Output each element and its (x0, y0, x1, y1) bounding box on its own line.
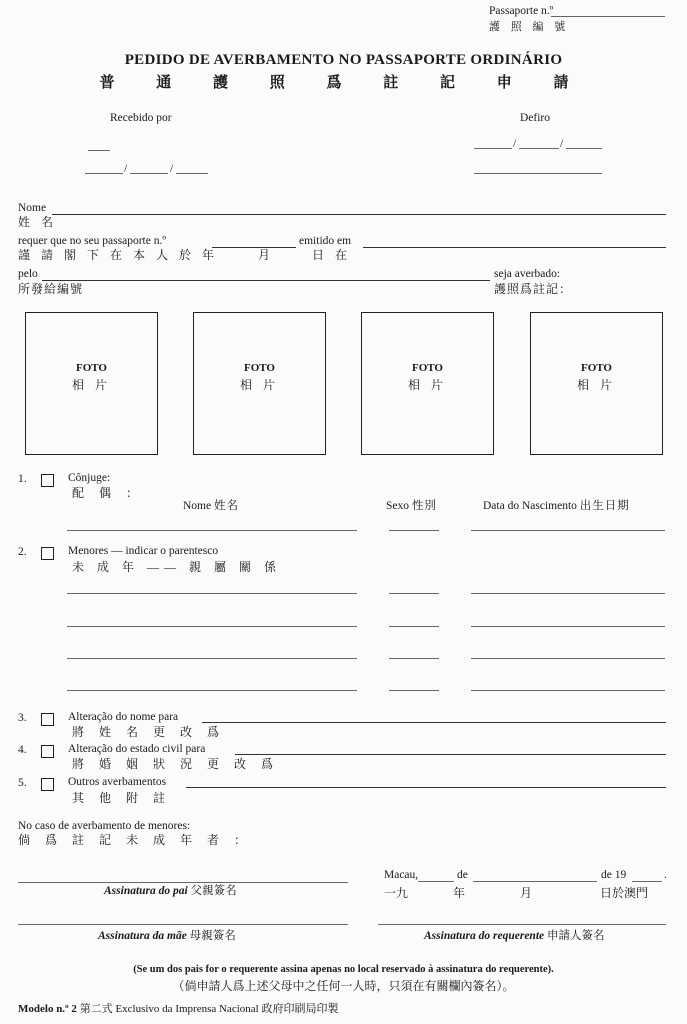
minor-row-2-name[interactable] (67, 626, 357, 627)
model-label: Modelo n.º 2 (18, 1003, 77, 1015)
passport-number-label: Passaporte n.º (489, 5, 554, 17)
photo-box-4[interactable] (530, 312, 663, 455)
mother-signature-field[interactable] (18, 924, 348, 925)
name-change-label: Alteração do nome para (68, 711, 179, 723)
item-number: 1. (18, 473, 27, 485)
de-label: de (457, 869, 468, 881)
other-label-zh: 其 他 附 註 (72, 791, 172, 805)
minor-row-1-sex[interactable] (389, 593, 439, 594)
applicant-signature-text: Assinatura do requerente (424, 930, 545, 942)
model-label-zh: 第二式 (79, 1003, 113, 1015)
date-zh-1919: 一九 (384, 886, 409, 900)
minors-note: No caso de averbamento de menores: (18, 820, 191, 832)
month-label-zh: 月 (258, 248, 275, 262)
macau-label: Macau, (384, 869, 419, 881)
minor-row-1-dob[interactable] (471, 593, 665, 594)
photo-box-3[interactable] (361, 312, 494, 455)
photo-label-zh: 相 片 (239, 378, 279, 392)
by-label: pelo (18, 268, 38, 280)
photo-label-zh: 相 片 (407, 378, 447, 392)
civil-status-field[interactable] (235, 754, 666, 755)
by-field[interactable] (42, 280, 490, 281)
column-name-label-zh: 姓名 (213, 500, 239, 512)
photo-box-2[interactable] (193, 312, 326, 455)
applicant-signature-field[interactable] (378, 924, 666, 925)
recorded-label: seja averbado: (494, 268, 561, 280)
date-day-field[interactable] (418, 881, 454, 882)
minor-row-4-name[interactable] (67, 690, 357, 691)
name-label: Nome (18, 202, 47, 214)
mother-signature-zh: 母親簽名 (189, 930, 236, 942)
civil-status-label: Alteração do estado civil para (68, 743, 206, 755)
passport-number-input[interactable] (212, 247, 296, 248)
minors-label-zh: 未 成 年 —— 親 屬 關 係 (72, 560, 282, 574)
spouse-sex-field[interactable] (389, 530, 439, 531)
granted-date-year[interactable] (566, 148, 602, 149)
passport-number-label-zh: 護 照 編 號 (489, 21, 570, 33)
item-number: 3. (18, 712, 27, 724)
item-number: 4. (18, 744, 27, 756)
spouse-checkbox[interactable] (41, 474, 54, 487)
column-dob (483, 500, 630, 513)
mother-signature-label (98, 930, 236, 943)
father-signature-text: Assinatura do pai (104, 885, 188, 897)
minor-row-3-sex[interactable] (389, 658, 439, 659)
photo-label-zh: 相 片 (576, 378, 616, 392)
issued-label: emitido em (299, 235, 352, 247)
date-separator: / (560, 138, 564, 150)
passport-number-field[interactable] (551, 16, 665, 17)
photo-label-zh: 相 片 (71, 378, 111, 392)
name-field[interactable] (52, 214, 666, 215)
minors-label: Menores — indicar o parentesco (68, 545, 219, 557)
other-field[interactable] (186, 787, 666, 788)
name-change-checkbox[interactable] (41, 713, 54, 726)
granted-date-month[interactable] (519, 148, 559, 149)
minor-row-2-dob[interactable] (471, 626, 665, 627)
granted-date-day[interactable] (474, 148, 512, 149)
footer-note: (Se um dos pais for o requerente assina apenas no local reservado à assinatura do requerente). (133, 964, 554, 975)
date-month-field[interactable] (473, 881, 597, 882)
form-title-zh: 普 通 護 照 爲 註 記 申 請 (99, 75, 588, 91)
spouse-dob-field[interactable] (471, 530, 665, 531)
printer-label-zh: 政府印刷局印製 (261, 1003, 339, 1015)
printer-label: Exclusivo da Imprensa Nacional (115, 1003, 259, 1015)
spouse-label-zh: 配 偶 ： (72, 486, 145, 500)
received-by-label: Recebido por (110, 112, 172, 124)
applicant-signature-label (424, 930, 605, 943)
model-line (18, 1003, 338, 1016)
minor-row-2-sex[interactable] (389, 626, 439, 627)
father-signature-zh: 父親簽名 (190, 885, 237, 897)
name-change-label-zh: 將 姓 名 更 改 爲 (72, 725, 226, 739)
mother-signature-text: Assinatura da mãe (98, 930, 187, 942)
granted-label: Defiro (520, 112, 551, 124)
name-label-zh: 姓 名 (18, 215, 58, 229)
civil-status-label-zh: 將 婚 姻 狀 況 更 改 爲 (72, 757, 280, 771)
minor-row-4-sex[interactable] (389, 690, 439, 691)
civil-status-checkbox[interactable] (41, 745, 54, 758)
date-zh-year: 年 (453, 886, 466, 900)
photo-label: FOTO (581, 362, 612, 374)
minor-row-1-name[interactable] (67, 593, 357, 594)
year-label-zh: 年 (202, 248, 219, 262)
date-year-field[interactable] (632, 881, 662, 882)
other-checkbox[interactable] (41, 778, 54, 791)
photo-box-1[interactable] (25, 312, 158, 455)
minor-row-4-dob[interactable] (471, 690, 665, 691)
father-signature-label (104, 885, 237, 898)
minor-row-3-name[interactable] (67, 658, 357, 659)
requests-label: requer que no seu passaporte n.º (18, 235, 166, 247)
item-number: 2. (18, 546, 27, 558)
date-zh-day: 日於澳門 (600, 886, 649, 900)
item-number: 5. (18, 777, 27, 789)
requests-label-zh: 謹 請 閣 下 在 本 人 於 (18, 248, 196, 262)
column-name-label: Nome (183, 500, 212, 512)
received-signature-field[interactable] (88, 150, 110, 151)
date-separator: / (513, 138, 517, 150)
column-dob-label-zh: 出生日期 (579, 500, 630, 512)
received-date-year[interactable] (176, 173, 208, 174)
name-change-field[interactable] (202, 722, 666, 723)
day-label-zh: 日 在 (312, 248, 352, 262)
de19-label: de 19 (601, 869, 627, 881)
form-title: PEDIDO DE AVERBAMENTO NO PASSAPORTE ORDINÁRIO (124, 52, 563, 68)
column-dob-label: Data do Nascimento (483, 500, 577, 512)
photo-label: FOTO (76, 362, 107, 374)
date-separator: / (170, 163, 174, 175)
column-sex-label-zh: 性別 (411, 500, 437, 512)
other-label: Outros averbamentos (68, 776, 167, 788)
received-date-day[interactable] (85, 173, 123, 174)
by-label-zh: 所發給編號 (18, 282, 84, 296)
spouse-label: Cônjuge: (68, 472, 111, 484)
column-sex (386, 500, 437, 513)
spouse-name-field[interactable] (67, 530, 357, 531)
father-signature-field[interactable] (18, 882, 348, 883)
footer-note-zh: （倘申請人爲上述父母中之任何一人時，只須在有關欄內簽名）。 (172, 979, 515, 993)
received-date-month[interactable] (130, 173, 168, 174)
column-sex-label: Sexo (386, 500, 409, 512)
minor-row-3-dob[interactable] (471, 658, 665, 659)
granted-signature-field[interactable] (474, 173, 602, 174)
period: . (664, 869, 667, 881)
date-zh-month: 月 (520, 886, 533, 900)
photo-label: FOTO (412, 362, 443, 374)
recorded-label-zh: 護照爲註記： (494, 282, 573, 296)
column-name (183, 500, 239, 513)
issued-date-field[interactable] (363, 247, 666, 248)
minors-note-zh: 倘 爲 註 記 未 成 年 者 ： (18, 833, 253, 847)
date-separator: / (124, 163, 128, 175)
photo-label: FOTO (244, 362, 275, 374)
applicant-signature-zh: 申請人簽名 (547, 930, 605, 942)
minors-checkbox[interactable] (41, 547, 54, 560)
